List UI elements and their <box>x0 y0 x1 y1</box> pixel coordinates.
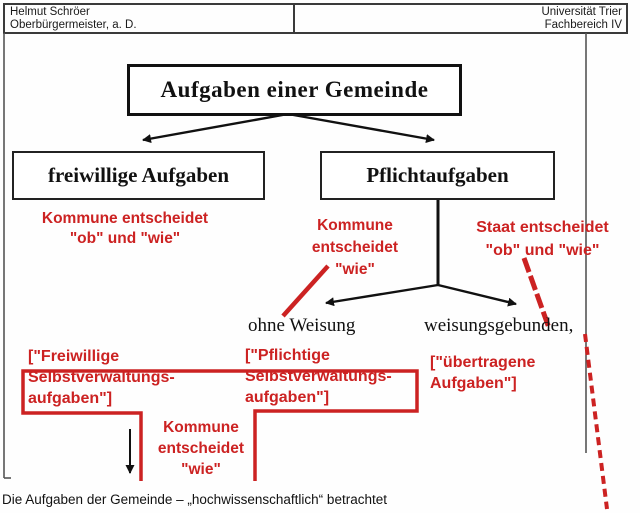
annotation-line: "ob" und "wie" <box>69 230 181 247</box>
category-line: Selbstverwaltungs- <box>245 368 392 385</box>
annotation-kommune-wie-lower <box>145 417 257 480</box>
branch-arrow-left <box>326 285 438 303</box>
annotation-line: entscheidet <box>311 239 399 256</box>
diagram-title-box <box>127 64 462 116</box>
annotation-line: Kommune <box>163 419 239 436</box>
branch-label-ohne-weisung: ohne Weisung <box>248 315 356 336</box>
annotation-line: "wie" <box>335 261 375 278</box>
category-line: aufgaben"] <box>245 389 330 406</box>
annotation-line: Kommune entscheidet <box>41 210 209 227</box>
diagram-title: Aufgaben einer Gemeinde <box>160 77 429 102</box>
annotation-kommune-wie-upper <box>290 215 420 281</box>
branch-arrow-right <box>438 285 516 304</box>
category-line: ["Pflichtige <box>245 347 330 364</box>
author-title: Oberbürgermeister, a. D. <box>10 19 137 31</box>
red-dashed-connector-bottom-right <box>585 334 607 509</box>
category-label-uebertragene-aufgaben <box>430 352 535 394</box>
figure-caption: Die Aufgaben der Gemeinde – „hochwissenschaftlich“ betrachtet <box>2 492 387 507</box>
annotation-staat-ob-wie <box>455 216 630 262</box>
annotation-line: entscheidet <box>157 440 245 457</box>
university-name: Universität Trier <box>541 6 622 18</box>
university-department: Fachbereich IV <box>544 19 622 31</box>
category-line: Aufgaben"] <box>430 375 517 392</box>
category-line: ["Freiwillige <box>28 348 120 365</box>
annotation-line: "wie" <box>181 461 221 478</box>
branch-label-weisungsgebunden: weisungsgebunden, <box>424 315 574 336</box>
annotation-line: Staat entscheidet <box>476 219 609 236</box>
category-line: ["übertragene <box>430 354 536 371</box>
pflichtaufgaben-box <box>320 151 555 200</box>
category-line: Selbstverwaltungs- <box>28 369 175 386</box>
freiwillige-aufgaben-label: freiwillige Aufgaben <box>47 163 230 187</box>
split-arrow-right <box>288 114 434 140</box>
split-arrow-left <box>143 114 288 140</box>
freiwillige-aufgaben-box <box>12 151 265 200</box>
author-name: Helmut Schröer <box>10 6 90 18</box>
category-line: aufgaben"] <box>28 390 113 407</box>
pflichtaufgaben-label: Pflichtaufgaben <box>366 163 509 187</box>
category-label-freiwillige-selbstverwaltungsaufgaben <box>28 346 175 409</box>
header-author-cell <box>10 6 137 32</box>
annotation-kommune-ob-wie <box>15 209 235 249</box>
annotation-line: "ob" und "wie" <box>485 242 600 259</box>
annotation-line: Kommune <box>317 217 393 234</box>
category-label-pflichtige-selbstverwaltungsaufgaben <box>245 345 392 408</box>
header-university-cell <box>300 6 622 32</box>
